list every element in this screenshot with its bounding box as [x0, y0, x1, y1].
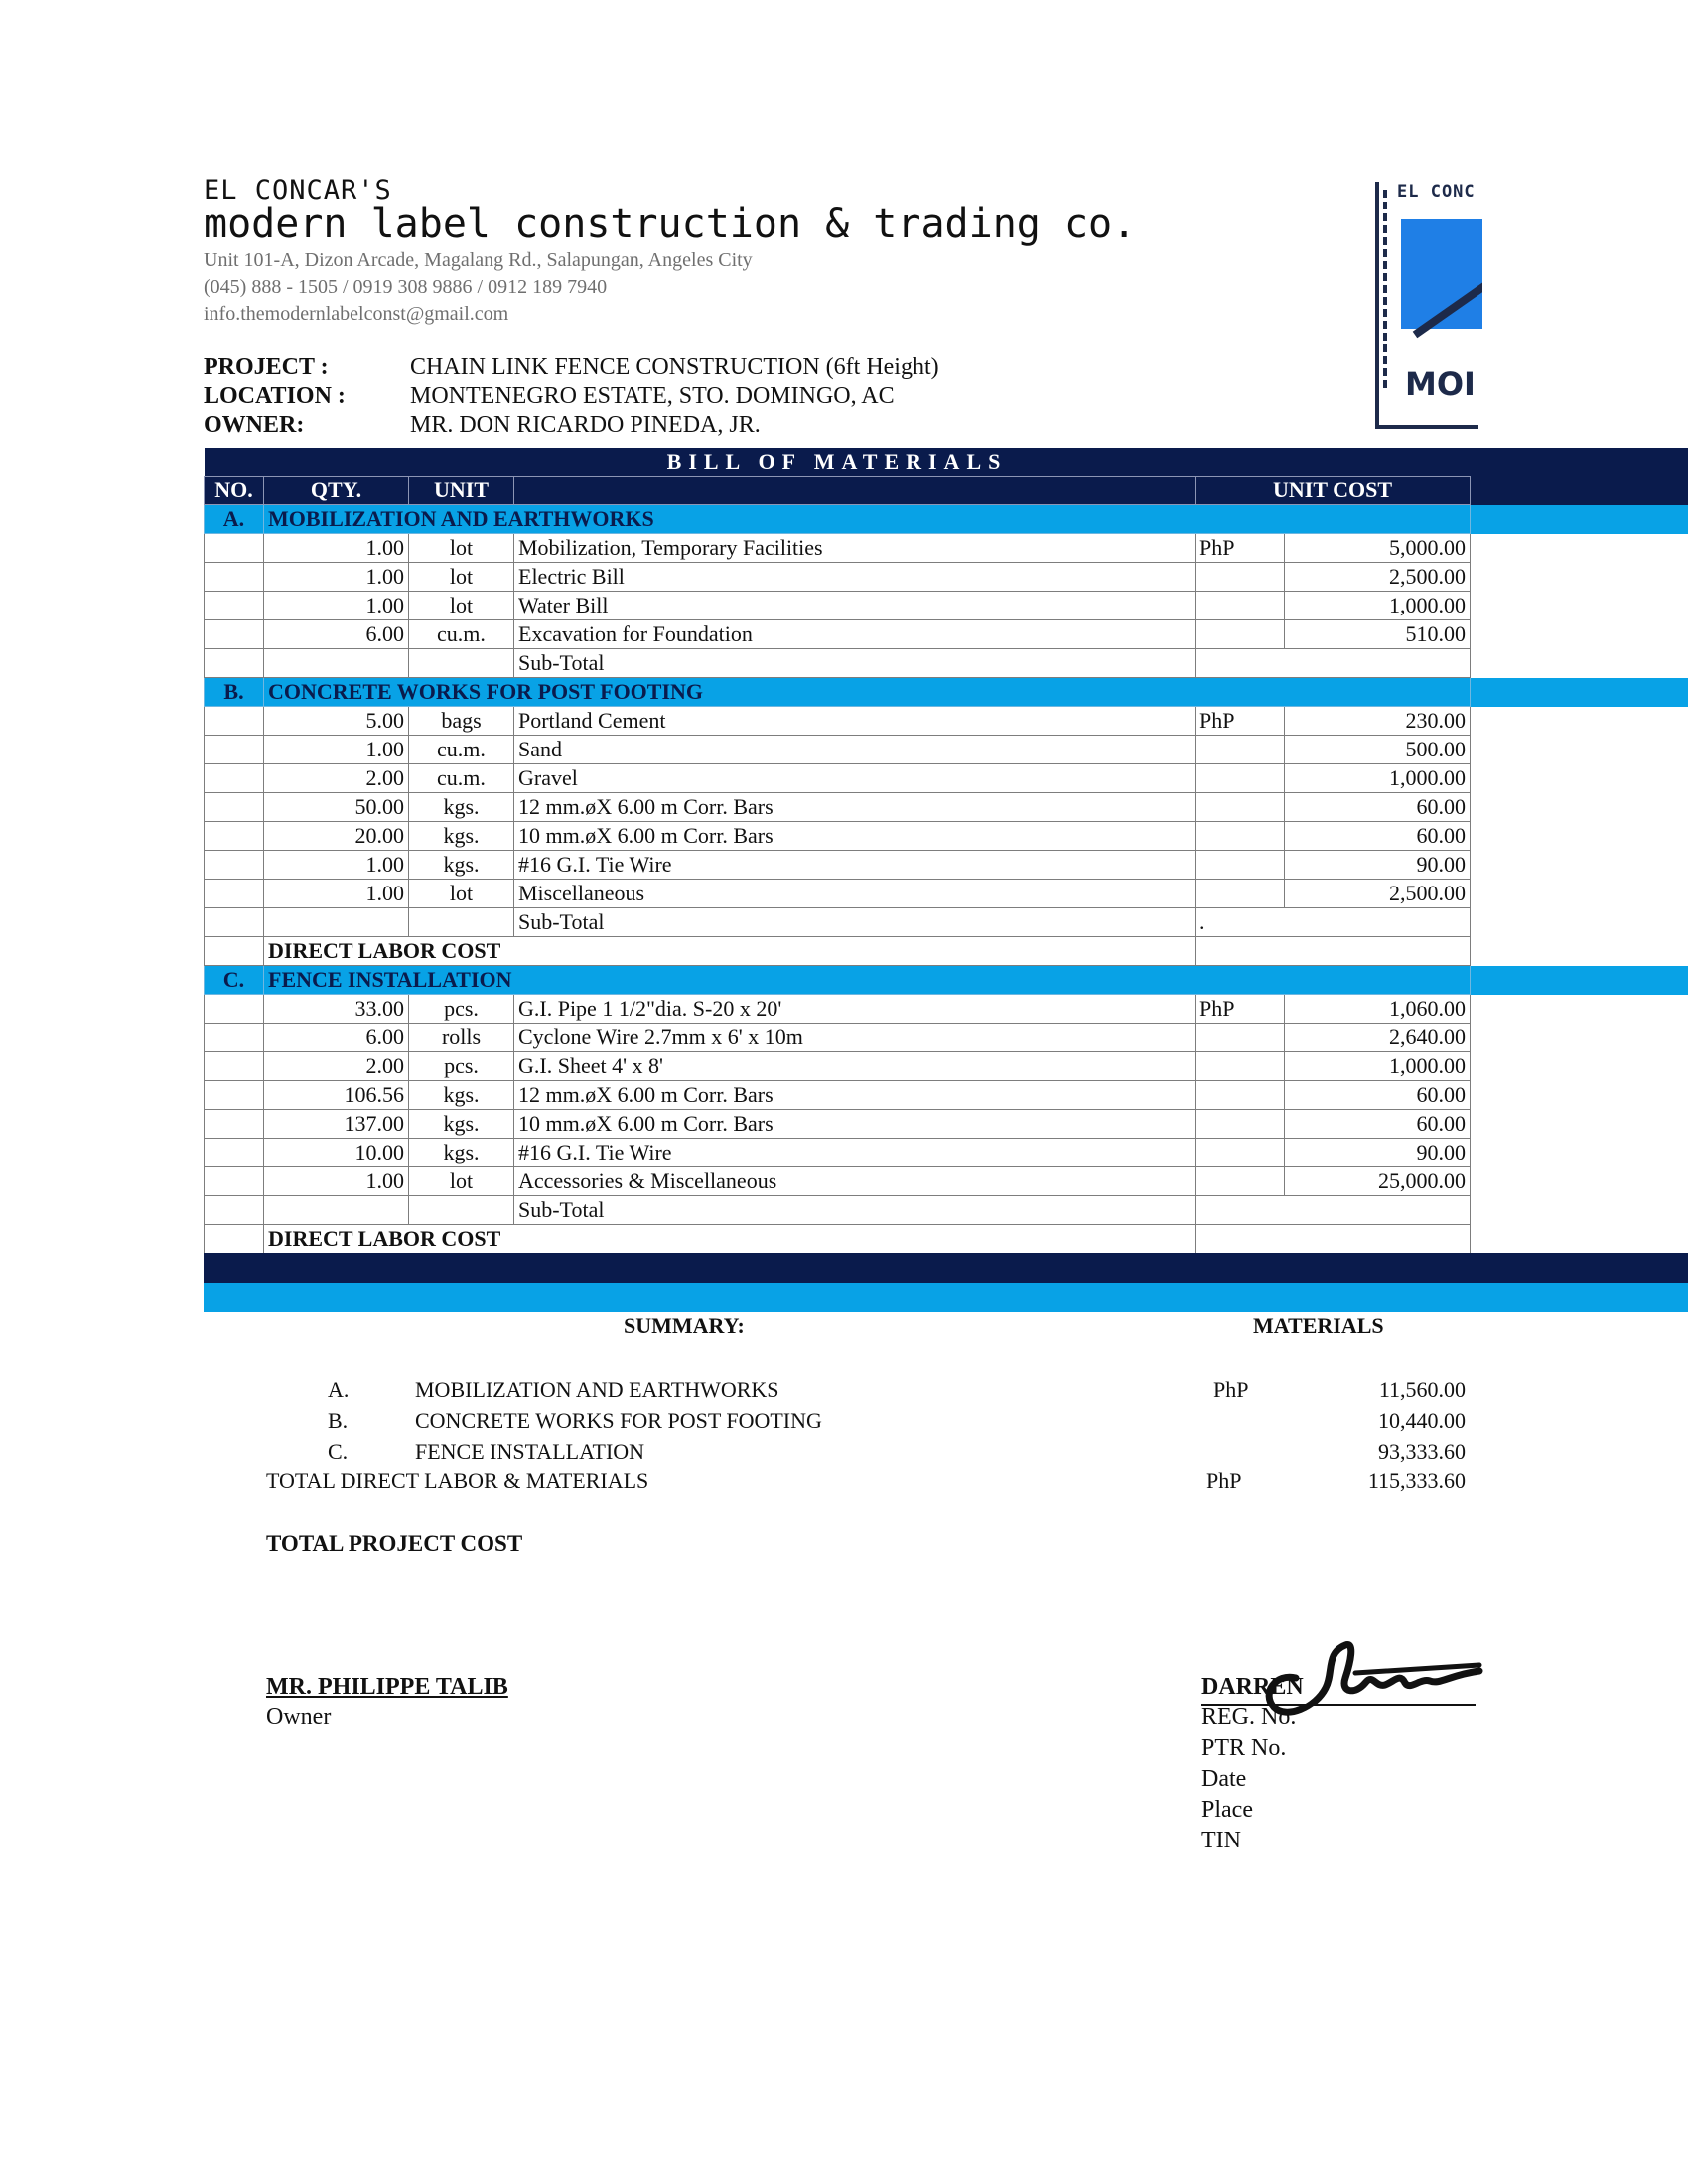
item-description: Water Bill — [514, 592, 1196, 620]
item-qty: 6.00 — [264, 620, 409, 649]
item-unit: kgs. — [409, 1110, 514, 1139]
table-title: BILL OF MATERIALS — [205, 448, 1471, 477]
item-qty: 1.00 — [264, 1167, 409, 1196]
item-no — [205, 1081, 264, 1110]
summary-row-number: A. — [328, 1377, 350, 1402]
subtotal-label: Sub-Total — [514, 1196, 1196, 1225]
column-header-unit: UNIT — [409, 477, 514, 505]
item-description: Electric Bill — [514, 563, 1196, 592]
item-unit: lot — [409, 534, 514, 563]
item-unit: pcs. — [409, 995, 514, 1024]
item-unit — [409, 1196, 514, 1225]
section-header-row — [205, 966, 1471, 995]
item-qty: 1.00 — [264, 736, 409, 764]
item-currency — [1196, 1110, 1285, 1139]
section-band-extension — [1471, 966, 1688, 995]
company-phones: (045) 888 - 1505 / 0919 308 9886 / 0912 189 7940 — [204, 276, 608, 298]
summary-row-amount: 93,333.60 — [1378, 1439, 1466, 1464]
table-row — [205, 793, 1471, 822]
summary-total-label: TOTAL DIRECT LABOR & MATERIALS — [266, 1468, 649, 1493]
direct-labor-cost-label: DIRECT LABOR COST — [264, 937, 1196, 966]
item-currency — [1196, 1139, 1285, 1167]
item-no — [205, 851, 264, 880]
labor-row — [205, 1225, 1471, 1254]
item-currency — [1196, 620, 1285, 649]
item-qty: 10.00 — [264, 1139, 409, 1167]
table-row — [205, 1081, 1471, 1110]
item-no — [205, 620, 264, 649]
location-label: LOCATION : — [204, 383, 346, 409]
item-no — [205, 1110, 264, 1139]
item-qty: 50.00 — [264, 793, 409, 822]
item-unit-cost: 2,500.00 — [1285, 880, 1471, 908]
owner-signature-role: Owner — [266, 1705, 332, 1730]
item-qty: 2.00 — [264, 1052, 409, 1081]
direct-labor-cost-value — [1196, 937, 1471, 966]
table-title-row — [205, 448, 1471, 477]
summary-total-currency: PhP — [1206, 1468, 1242, 1493]
section-band-extension — [1471, 505, 1688, 534]
item-qty: 1.00 — [264, 563, 409, 592]
item-unit: lot — [409, 880, 514, 908]
subtotal-row — [205, 908, 1471, 937]
item-no — [205, 1225, 264, 1254]
table-row — [205, 1167, 1471, 1196]
item-unit-cost: 60.00 — [1285, 822, 1471, 851]
item-currency — [1196, 1024, 1285, 1052]
item-qty: 20.00 — [264, 822, 409, 851]
item-qty: 1.00 — [264, 880, 409, 908]
table-row — [205, 1110, 1471, 1139]
subtotal-row — [205, 649, 1471, 678]
item-unit-cost: 500.00 — [1285, 736, 1471, 764]
item-currency: PhP — [1196, 534, 1285, 563]
item-no — [205, 995, 264, 1024]
item-unit-cost: 60.00 — [1285, 1110, 1471, 1139]
item-unit: kgs. — [409, 793, 514, 822]
table-row — [205, 880, 1471, 908]
table-row — [205, 851, 1471, 880]
table-row — [205, 736, 1471, 764]
total-project-cost-label: TOTAL PROJECT COST — [266, 1531, 523, 1556]
owner-label: OWNER: — [204, 412, 305, 438]
table-row — [205, 995, 1471, 1024]
table-row — [205, 620, 1471, 649]
item-unit-cost: 1,000.00 — [1285, 592, 1471, 620]
item-currency: PhP — [1196, 707, 1285, 736]
signature-field-label: PTR No. — [1201, 1735, 1287, 1761]
subtotal-row — [205, 1196, 1471, 1225]
item-description: #16 G.I. Tie Wire — [514, 1139, 1196, 1167]
item-description: 10 mm.øX 6.00 m Corr. Bars — [514, 1110, 1196, 1139]
item-no — [205, 937, 264, 966]
item-no — [205, 880, 264, 908]
section-number: B. — [205, 678, 264, 707]
table-header-row — [205, 477, 1471, 505]
subtotal-value — [1196, 649, 1471, 678]
item-unit-cost: 1,000.00 — [1285, 764, 1471, 793]
direct-labor-cost-label: DIRECT LABOR COST — [264, 1225, 1196, 1254]
item-description: Mobilization, Temporary Facilities — [514, 534, 1196, 563]
item-unit-cost: 1,060.00 — [1285, 995, 1471, 1024]
company-email[interactable]: info.themodernlabelconst@gmail.com — [204, 303, 509, 325]
section-header-row — [205, 505, 1471, 534]
materials-header: MATERIALS — [1253, 1313, 1384, 1338]
item-description: Cyclone Wire 2.7mm x 6' x 10m — [514, 1024, 1196, 1052]
item-unit: bags — [409, 707, 514, 736]
item-no — [205, 707, 264, 736]
section-title: CONCRETE WORKS FOR POST FOOTING — [264, 678, 1471, 707]
signature-field-label: Date — [1201, 1766, 1247, 1792]
item-unit: rolls — [409, 1024, 514, 1052]
table-row — [205, 707, 1471, 736]
summary-row-label: CONCRETE WORKS FOR POST FOOTING — [415, 1408, 822, 1433]
item-no — [205, 1167, 264, 1196]
item-qty: 2.00 — [264, 764, 409, 793]
item-no — [205, 1024, 264, 1052]
item-qty: 1.00 — [264, 851, 409, 880]
summary-row-number: C. — [328, 1439, 349, 1464]
bill-of-materials-table — [204, 448, 1471, 1254]
labor-row — [205, 937, 1471, 966]
item-unit: cu.m. — [409, 764, 514, 793]
item-currency — [1196, 851, 1285, 880]
item-currency — [1196, 822, 1285, 851]
summary-row-label: FENCE INSTALLATION — [415, 1439, 645, 1464]
item-no — [205, 793, 264, 822]
item-description: 12 mm.øX 6.00 m Corr. Bars — [514, 1081, 1196, 1110]
item-description: Gravel — [514, 764, 1196, 793]
section-title: MOBILIZATION AND EARTHWORKS — [264, 505, 1471, 534]
section-number: A. — [205, 505, 264, 534]
summary-row-number: B. — [328, 1408, 349, 1433]
summary-title: SUMMARY: — [624, 1313, 745, 1338]
table-row — [205, 534, 1471, 563]
engineer-signature-name: DARREN — [1201, 1674, 1304, 1700]
item-unit: kgs. — [409, 1139, 514, 1167]
item-unit: kgs. — [409, 822, 514, 851]
item-unit-cost: 25,000.00 — [1285, 1167, 1471, 1196]
item-unit-cost: 60.00 — [1285, 793, 1471, 822]
item-description: Accessories & Miscellaneous — [514, 1167, 1196, 1196]
item-unit: lot — [409, 592, 514, 620]
item-no — [205, 908, 264, 937]
item-no — [205, 822, 264, 851]
logo-text-bottom: MOI — [1405, 365, 1476, 403]
table-row — [205, 1052, 1471, 1081]
item-unit-cost: 60.00 — [1285, 1081, 1471, 1110]
item-unit-cost: 510.00 — [1285, 620, 1471, 649]
item-description: Portland Cement — [514, 707, 1196, 736]
item-unit — [409, 649, 514, 678]
item-currency — [1196, 880, 1285, 908]
item-description: Excavation for Foundation — [514, 620, 1196, 649]
item-description: G.I. Sheet 4' x 8' — [514, 1052, 1196, 1081]
item-currency — [1196, 563, 1285, 592]
item-description: #16 G.I. Tie Wire — [514, 851, 1196, 880]
item-description: 12 mm.øX 6.00 m Corr. Bars — [514, 793, 1196, 822]
footer-band-light — [204, 1283, 1688, 1312]
item-no — [205, 563, 264, 592]
item-unit: cu.m. — [409, 736, 514, 764]
item-unit: kgs. — [409, 851, 514, 880]
item-no — [205, 534, 264, 563]
subtotal-label: Sub-Total — [514, 908, 1196, 937]
subtotal-value — [1196, 1196, 1471, 1225]
table-row — [205, 1024, 1471, 1052]
table-row — [205, 563, 1471, 592]
item-currency — [1196, 1167, 1285, 1196]
table-row — [205, 1139, 1471, 1167]
item-currency — [1196, 592, 1285, 620]
table-row — [205, 822, 1471, 851]
logo-text-top: EL CONC — [1397, 182, 1476, 202]
item-no — [205, 1139, 264, 1167]
item-qty: 6.00 — [264, 1024, 409, 1052]
item-currency: PhP — [1196, 995, 1285, 1024]
item-unit-cost: 90.00 — [1285, 1139, 1471, 1167]
table-row — [205, 764, 1471, 793]
item-currency — [1196, 736, 1285, 764]
item-description: G.I. Pipe 1 1/2"dia. S-20 x 20' — [514, 995, 1196, 1024]
direct-labor-cost-value — [1196, 1225, 1471, 1254]
item-unit-cost: 230.00 — [1285, 707, 1471, 736]
item-no — [205, 1052, 264, 1081]
item-unit-cost: 90.00 — [1285, 851, 1471, 880]
section-title: FENCE INSTALLATION — [264, 966, 1471, 995]
item-qty: 5.00 — [264, 707, 409, 736]
item-qty — [264, 908, 409, 937]
item-qty — [264, 649, 409, 678]
item-description: Miscellaneous — [514, 880, 1196, 908]
signature-field-label: TIN — [1201, 1828, 1241, 1853]
item-no — [205, 736, 264, 764]
company-logo — [1375, 182, 1482, 430]
item-unit: lot — [409, 1167, 514, 1196]
item-currency — [1196, 1052, 1285, 1081]
item-unit-cost: 2,640.00 — [1285, 1024, 1471, 1052]
item-unit: cu.m. — [409, 620, 514, 649]
owner-signature-name: MR. PHILIPPE TALIB — [266, 1674, 508, 1700]
handwritten-signature — [1256, 1633, 1484, 1722]
item-qty: 106.56 — [264, 1081, 409, 1110]
summary-row-amount: 11,560.00 — [1378, 1377, 1466, 1402]
item-no — [205, 764, 264, 793]
column-header-description — [514, 477, 1196, 505]
owner-value: MR. DON RICARDO PINEDA, JR. — [410, 412, 761, 438]
section-number: C. — [205, 966, 264, 995]
summary-total-amount: 115,333.60 — [1367, 1468, 1466, 1493]
summary-row-amount: 10,440.00 — [1378, 1408, 1466, 1433]
company-prefix: EL CONCAR'S — [204, 175, 392, 205]
summary-row-label: MOBILIZATION AND EARTHWORKS — [415, 1377, 779, 1402]
item-qty: 137.00 — [264, 1110, 409, 1139]
project-value: CHAIN LINK FENCE CONSTRUCTION (6ft Height) — [410, 354, 939, 380]
item-no — [205, 649, 264, 678]
item-no — [205, 592, 264, 620]
column-header-qty: QTY. — [264, 477, 409, 505]
item-unit: kgs. — [409, 1081, 514, 1110]
item-unit-cost: 2,500.00 — [1285, 563, 1471, 592]
item-unit: lot — [409, 563, 514, 592]
header-band-extension — [1471, 448, 1688, 505]
subtotal-label: Sub-Total — [514, 649, 1196, 678]
subtotal-value: . — [1196, 908, 1471, 937]
column-header-unit-cost: UNIT COST — [1196, 477, 1471, 505]
section-band-extension — [1471, 678, 1688, 707]
signature-field-label: REG. No. — [1201, 1705, 1297, 1730]
project-label: PROJECT : — [204, 354, 329, 380]
footer-band-dark — [204, 1253, 1688, 1283]
signature-field-label: Place — [1201, 1797, 1253, 1823]
item-currency — [1196, 764, 1285, 793]
item-unit-cost: 1,000.00 — [1285, 1052, 1471, 1081]
column-header-no: NO. — [205, 477, 264, 505]
item-unit-cost: 5,000.00 — [1285, 534, 1471, 563]
item-no — [205, 1196, 264, 1225]
company-address: Unit 101-A, Dizon Arcade, Magalang Rd., Salapungan, Angeles City — [204, 249, 753, 271]
item-qty: 33.00 — [264, 995, 409, 1024]
item-qty — [264, 1196, 409, 1225]
section-header-row — [205, 678, 1471, 707]
item-unit: pcs. — [409, 1052, 514, 1081]
company-name: modern label construction & trading co. — [204, 202, 1137, 247]
item-currency — [1196, 1081, 1285, 1110]
item-qty: 1.00 — [264, 592, 409, 620]
location-value: MONTENEGRO ESTATE, STO. DOMINGO, AC — [410, 383, 895, 409]
item-description: Sand — [514, 736, 1196, 764]
summary-row-currency: PhP — [1213, 1377, 1249, 1402]
item-qty: 1.00 — [264, 534, 409, 563]
table-row — [205, 592, 1471, 620]
item-unit — [409, 908, 514, 937]
item-currency — [1196, 793, 1285, 822]
item-description: 10 mm.øX 6.00 m Corr. Bars — [514, 822, 1196, 851]
